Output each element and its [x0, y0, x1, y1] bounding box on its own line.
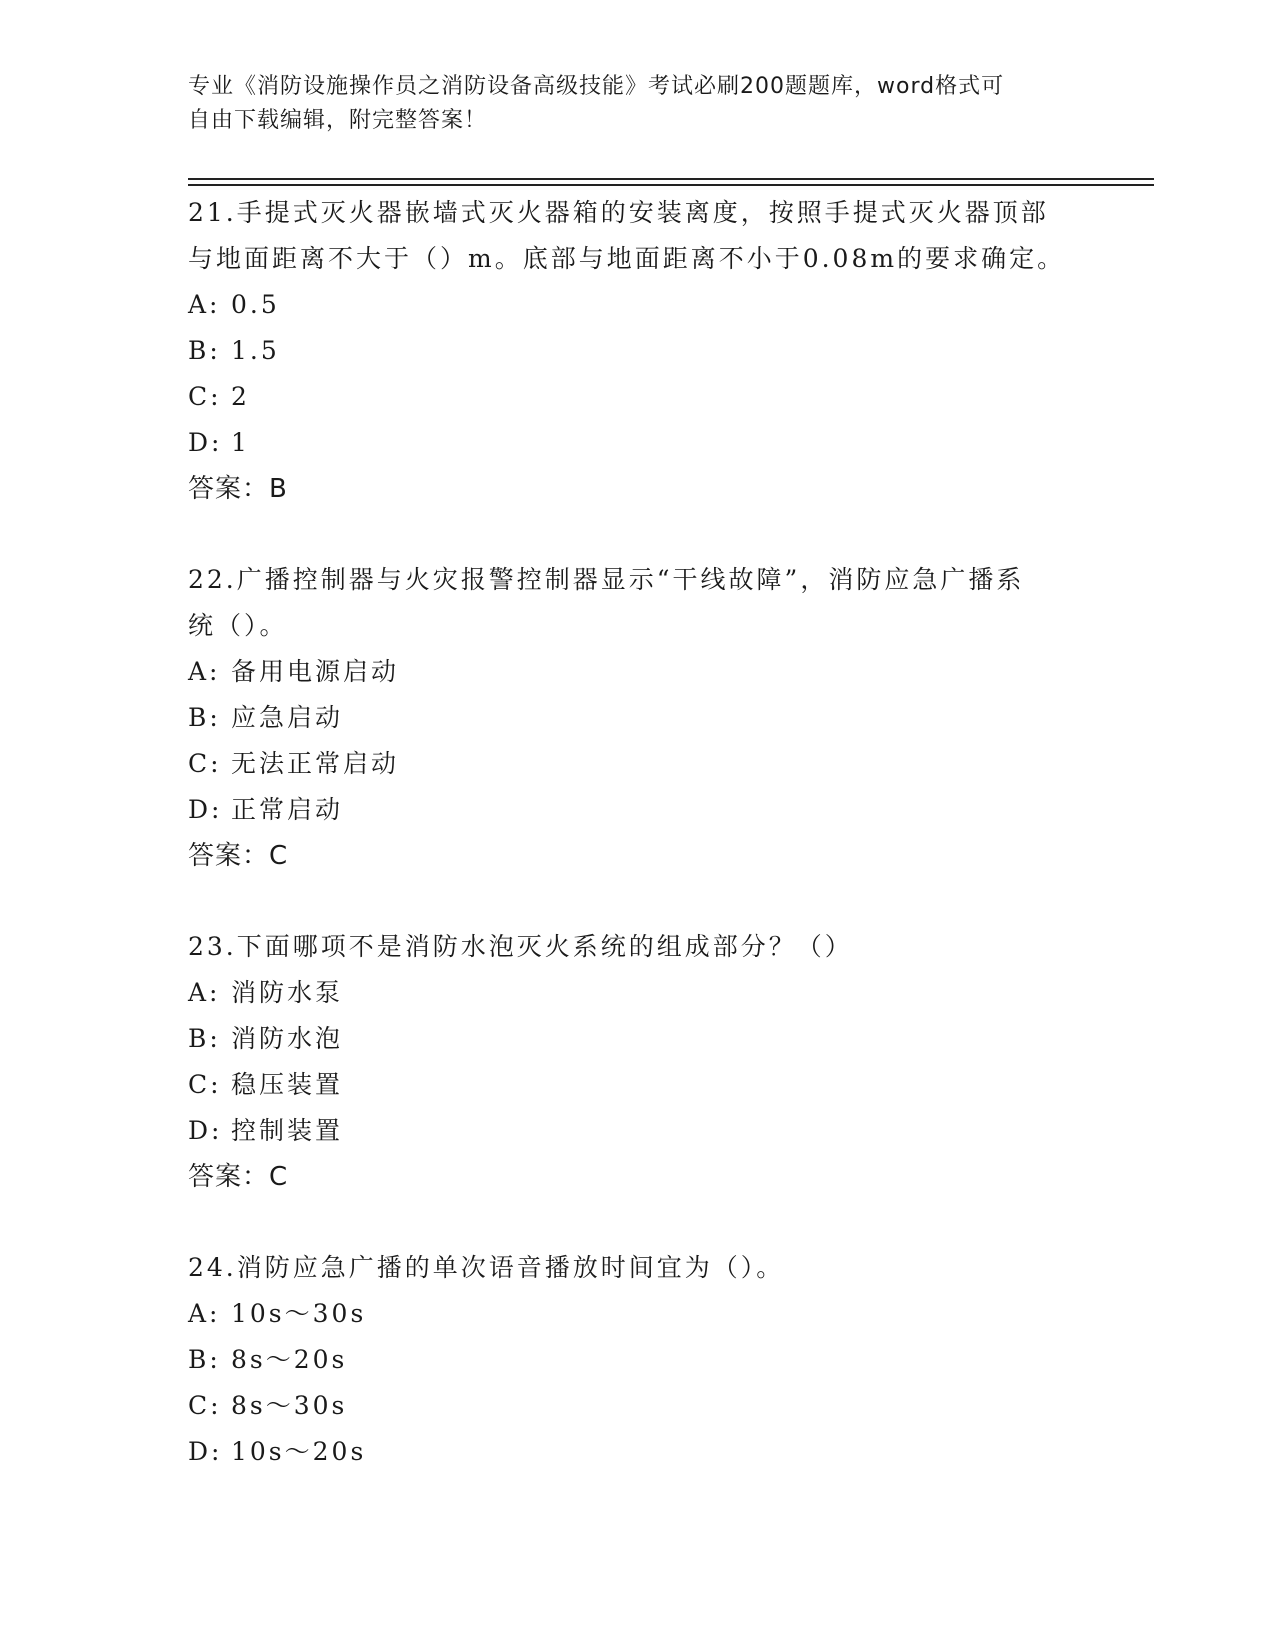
option-key: A:	[188, 1299, 221, 1328]
question-text-line-2: 统（）。	[188, 611, 288, 640]
option-d	[188, 1429, 1088, 1475]
option-c	[188, 1383, 1088, 1429]
option-key: C:	[188, 749, 222, 778]
option-key: B:	[188, 336, 221, 365]
question-list	[188, 190, 1088, 1475]
option-key: A:	[188, 978, 221, 1007]
answer-line: 答案：C	[188, 841, 289, 871]
option-text: 备用电源启动	[231, 657, 400, 686]
option-key: D:	[188, 1116, 223, 1145]
option-key: A:	[188, 290, 221, 319]
option-key: C:	[188, 1070, 222, 1099]
option-key: C:	[188, 1391, 222, 1420]
option-b	[188, 1337, 1088, 1383]
option-key: A:	[188, 657, 221, 686]
question-spacer	[188, 512, 1088, 557]
question-text-line-1: 24.消防应急广播的单次语音播放时间宜为（）。	[188, 1253, 785, 1282]
question-text-line-2: 与地面距离不大于（）m。底部与地面距离不小于0.08m的要求确定。	[188, 244, 1066, 273]
question-text-line-1: 21.手提式灭火器嵌墙式灭火器箱的安装离度，按照手提式灭火器顶部	[188, 198, 1049, 227]
question-22	[188, 557, 1088, 879]
question-23	[188, 924, 1088, 1200]
question-24	[188, 1245, 1088, 1475]
option-text: 稳压装置	[231, 1070, 344, 1099]
header-line-2: 自由下载编辑，附完整答案！	[188, 108, 488, 133]
option-text: 10s～30s	[231, 1299, 367, 1328]
option-d	[188, 420, 1088, 466]
option-text: 消防水泵	[231, 978, 344, 1007]
question-text-line-1: 23.下面哪项不是消防水泡灭火系统的组成部分？（）	[188, 932, 853, 961]
document-header	[188, 70, 1068, 138]
option-c	[188, 741, 1088, 787]
option-c	[188, 1062, 1088, 1108]
option-text: 1	[231, 428, 250, 457]
header-divider-top	[188, 178, 1154, 180]
answer-line: 答案：B	[188, 474, 288, 504]
option-text: 正常启动	[231, 795, 344, 824]
option-a	[188, 282, 1088, 328]
option-text: 8s～20s	[231, 1345, 348, 1374]
option-a	[188, 649, 1088, 695]
option-text: 2	[231, 382, 250, 411]
option-key: D:	[188, 428, 223, 457]
option-key: C:	[188, 382, 222, 411]
option-text: 控制装置	[231, 1116, 344, 1145]
question-spacer	[188, 1200, 1088, 1245]
option-key: B:	[188, 1024, 221, 1053]
answer-line: 答案：C	[188, 1162, 289, 1192]
question-text-line-1: 22.广播控制器与火灾报警控制器显示“干线故障”，消防应急广播系	[188, 565, 1025, 594]
option-d	[188, 787, 1088, 833]
option-text: 消防水泡	[231, 1024, 344, 1053]
option-text: 0.5	[231, 290, 280, 319]
header-line-1: 专业《消防设施操作员之消防设备高级技能》考试必刷200题题库，word格式可	[188, 74, 1005, 99]
option-text: 8s～30s	[231, 1391, 348, 1420]
option-key: D:	[188, 1437, 223, 1466]
option-a	[188, 970, 1088, 1016]
option-text: 1.5	[231, 336, 280, 365]
option-text: 10s～20s	[231, 1437, 367, 1466]
question-21	[188, 190, 1088, 512]
option-b	[188, 695, 1088, 741]
option-a	[188, 1291, 1088, 1337]
option-b	[188, 328, 1088, 374]
option-c	[188, 374, 1088, 420]
option-key: D:	[188, 795, 223, 824]
question-spacer	[188, 879, 1088, 924]
option-text: 应急启动	[231, 703, 344, 732]
option-key: B:	[188, 703, 221, 732]
option-d	[188, 1108, 1088, 1154]
option-key: B:	[188, 1345, 221, 1374]
option-b	[188, 1016, 1088, 1062]
option-text: 无法正常启动	[231, 749, 400, 778]
header-divider-bottom	[188, 184, 1154, 186]
